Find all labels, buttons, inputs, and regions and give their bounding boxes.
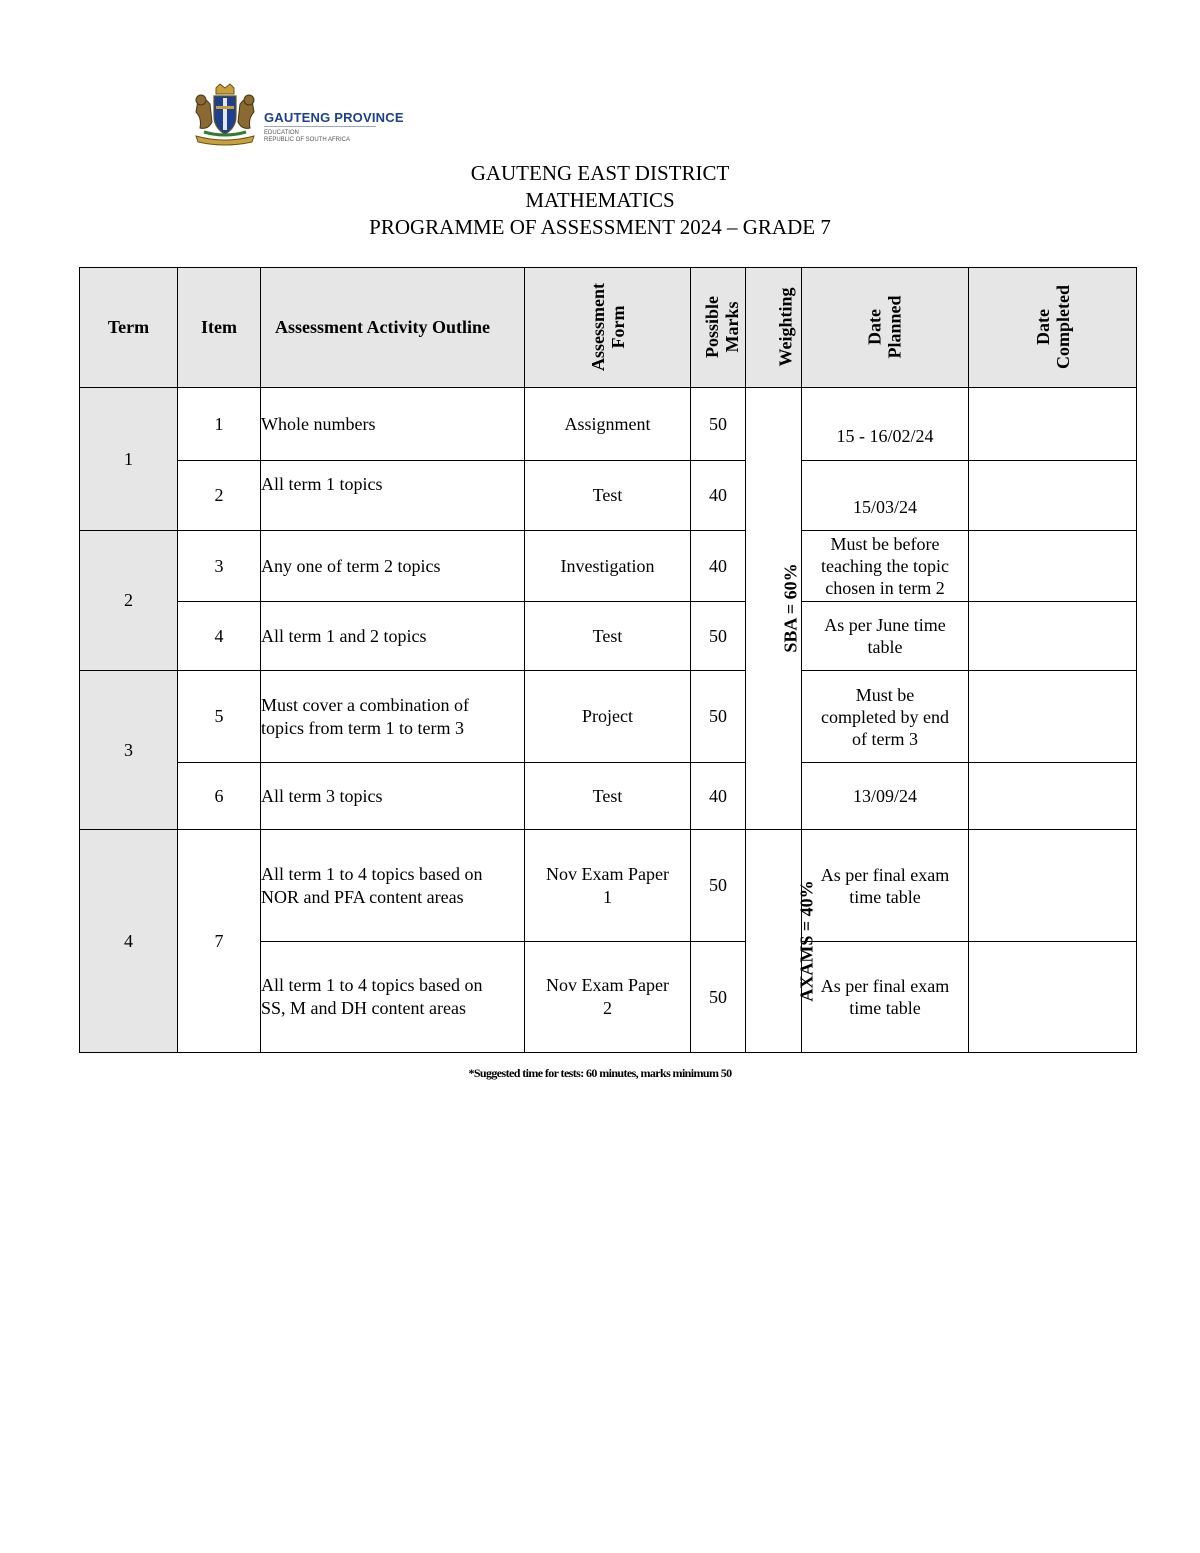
date-completed-cell[interactable] [969,671,1137,763]
date-planned-cell [802,671,969,763]
header-weighting [746,268,802,388]
date-planned-line2: time table [849,886,921,907]
district-title: GAUTENG EAST DISTRICT [470,161,730,185]
outline-line1: All term 1 topics [261,474,383,494]
item-cell: 3 [178,531,261,602]
header-completed-line2: Completed [1052,285,1073,369]
marks-cell: 40 [691,763,746,830]
logo-subline-2: REPUBLIC OF SOUTH AFRICA [264,137,351,143]
form-cell: Project [525,671,691,763]
form-line1: Nov Exam Paper [546,975,669,995]
table-row [80,763,1137,830]
outline-line2: topics from term 1 to term 3 [261,717,464,738]
outline-line1: All term 3 topics [261,785,383,806]
form-cell: Investigation [525,531,691,602]
table-row [80,531,1137,602]
term-cell: 3 [80,671,178,830]
header-item: Item [178,268,261,388]
date-planned-cell: 15 - 16/02/24 [802,388,969,461]
header-outline: Assessment Activity Outline [261,268,525,388]
outline-line1: Must cover a combination of [261,694,469,715]
marks-cell: 40 [691,531,746,602]
logo-wordmark: GAUTENG PROVINCE [264,110,404,125]
date-planned-line1: Must be before [830,534,940,554]
header-weighting-label: Weighting [775,287,796,367]
gauteng-logo [190,82,404,152]
item-cell: 4 [178,602,261,671]
header-assessment-form [525,268,691,388]
exams-weighting-label: AXAMS = 40% [796,879,817,1002]
header-term: Term [80,268,178,388]
date-planned-cell [802,942,969,1053]
logo-subline-1: EDUCATION [264,130,299,136]
date-planned-cell [802,602,969,671]
assessment-table [79,267,1137,1053]
form-cell: Test [525,602,691,671]
outline-cell [261,461,525,531]
date-completed-cell[interactable] [969,388,1137,461]
marks-cell: 50 [691,942,746,1053]
header-date-planned [802,268,969,388]
outline-line1: All term 1 to 4 topics based on [261,863,483,884]
table-row [80,461,1137,531]
form-line2: 1 [603,886,612,907]
table-row [80,388,1137,461]
date-completed-cell[interactable] [969,942,1137,1053]
outline-line2: NOR and PFA content areas [261,886,464,907]
item-cell: 1 [178,388,261,461]
outline-line1: Any one of term 2 topics [261,555,441,576]
header-planned-line2: Planned [885,295,905,359]
header-completed-line1: Date [1032,309,1053,345]
outline-cell [261,671,525,763]
date-completed-cell[interactable] [969,531,1137,602]
outline-line1: All term 1 to 4 topics based on [261,975,483,995]
item-cell: 6 [178,763,261,830]
marks-cell: 40 [691,461,746,531]
term-cell: 4 [80,830,178,1053]
date-planned-line1: As per final exam [820,864,950,885]
marks-cell: 50 [691,602,746,671]
outline-cell [261,830,525,942]
date-completed-cell[interactable] [969,461,1137,531]
document-title [0,160,1200,241]
sba-weighting-cell [746,388,802,830]
outline-cell [261,763,525,830]
header-marks-line1: Possible [702,295,723,359]
date-planned-line2: table [867,637,903,657]
date-planned-cell: 15/03/24 [802,461,969,531]
outline-cell [261,602,525,671]
table-row [80,830,1137,942]
header-form-line2: Form [607,305,628,349]
outline-line1: All term 1 and 2 topics [261,625,427,646]
sba-weighting-label: SBA = 60% [780,563,801,653]
header-planned-line1: Date [865,309,885,345]
marks-cell: 50 [691,830,746,942]
date-planned-line2: time table [849,998,921,1018]
date-planned-line1: Must be [855,684,915,705]
term-cell: 2 [80,531,178,671]
term-cell: 1 [80,388,178,531]
header-date-completed [969,268,1137,388]
coat-of-arms-icon [190,82,260,148]
header-row [80,268,1137,388]
marks-cell: 50 [691,671,746,763]
date-planned-line1: As per June time [824,615,946,635]
form-line2: 2 [603,998,612,1018]
logo-divider [264,126,376,127]
date-completed-cell[interactable] [969,763,1137,830]
marks-cell: 50 [691,388,746,461]
header-possible-marks [691,268,746,388]
subject-title: MATHEMATICS [525,188,675,212]
table-row [80,671,1137,763]
date-planned-line3: of term 3 [852,728,918,749]
outline-cell [261,388,525,461]
outline-cell [261,531,525,602]
date-completed-cell[interactable] [969,830,1137,942]
outline-line1: Whole numbers [261,413,376,434]
form-cell: Assignment [525,388,691,461]
outline-cell [261,942,525,1053]
date-planned-line2: completed by end [821,706,949,727]
footnote: *Suggested time for tests: 60 minutes, marks minimum 50 [468,1066,732,1080]
date-planned-cell [802,531,969,602]
date-planned-cell: 13/09/24 [802,763,969,830]
header-marks-line2: Marks [722,301,743,353]
date-planned-line1: As per final exam [820,976,950,996]
date-planned-line2: teaching the topic [821,556,949,576]
table-row [80,602,1137,671]
date-planned-cell [802,830,969,942]
programme-title: PROGRAMME OF ASSESSMENT 2024 – GRADE 7 [369,215,831,239]
exams-weighting-cell [746,830,817,1053]
form-cell: Test [525,763,691,830]
form-line1: Nov Exam Paper [546,863,669,884]
form-cell: Test [525,461,691,531]
date-planned-line3: chosen in term 2 [825,578,945,598]
item-cell: 2 [178,461,261,531]
form-cell [525,830,691,942]
form-cell [525,942,691,1053]
header-form-line1: Assessment [587,283,608,371]
item-cell: 7 [178,830,261,1053]
item-cell: 5 [178,671,261,763]
date-completed-cell[interactable] [969,602,1137,671]
outline-line2: SS, M and DH content areas [261,998,466,1018]
